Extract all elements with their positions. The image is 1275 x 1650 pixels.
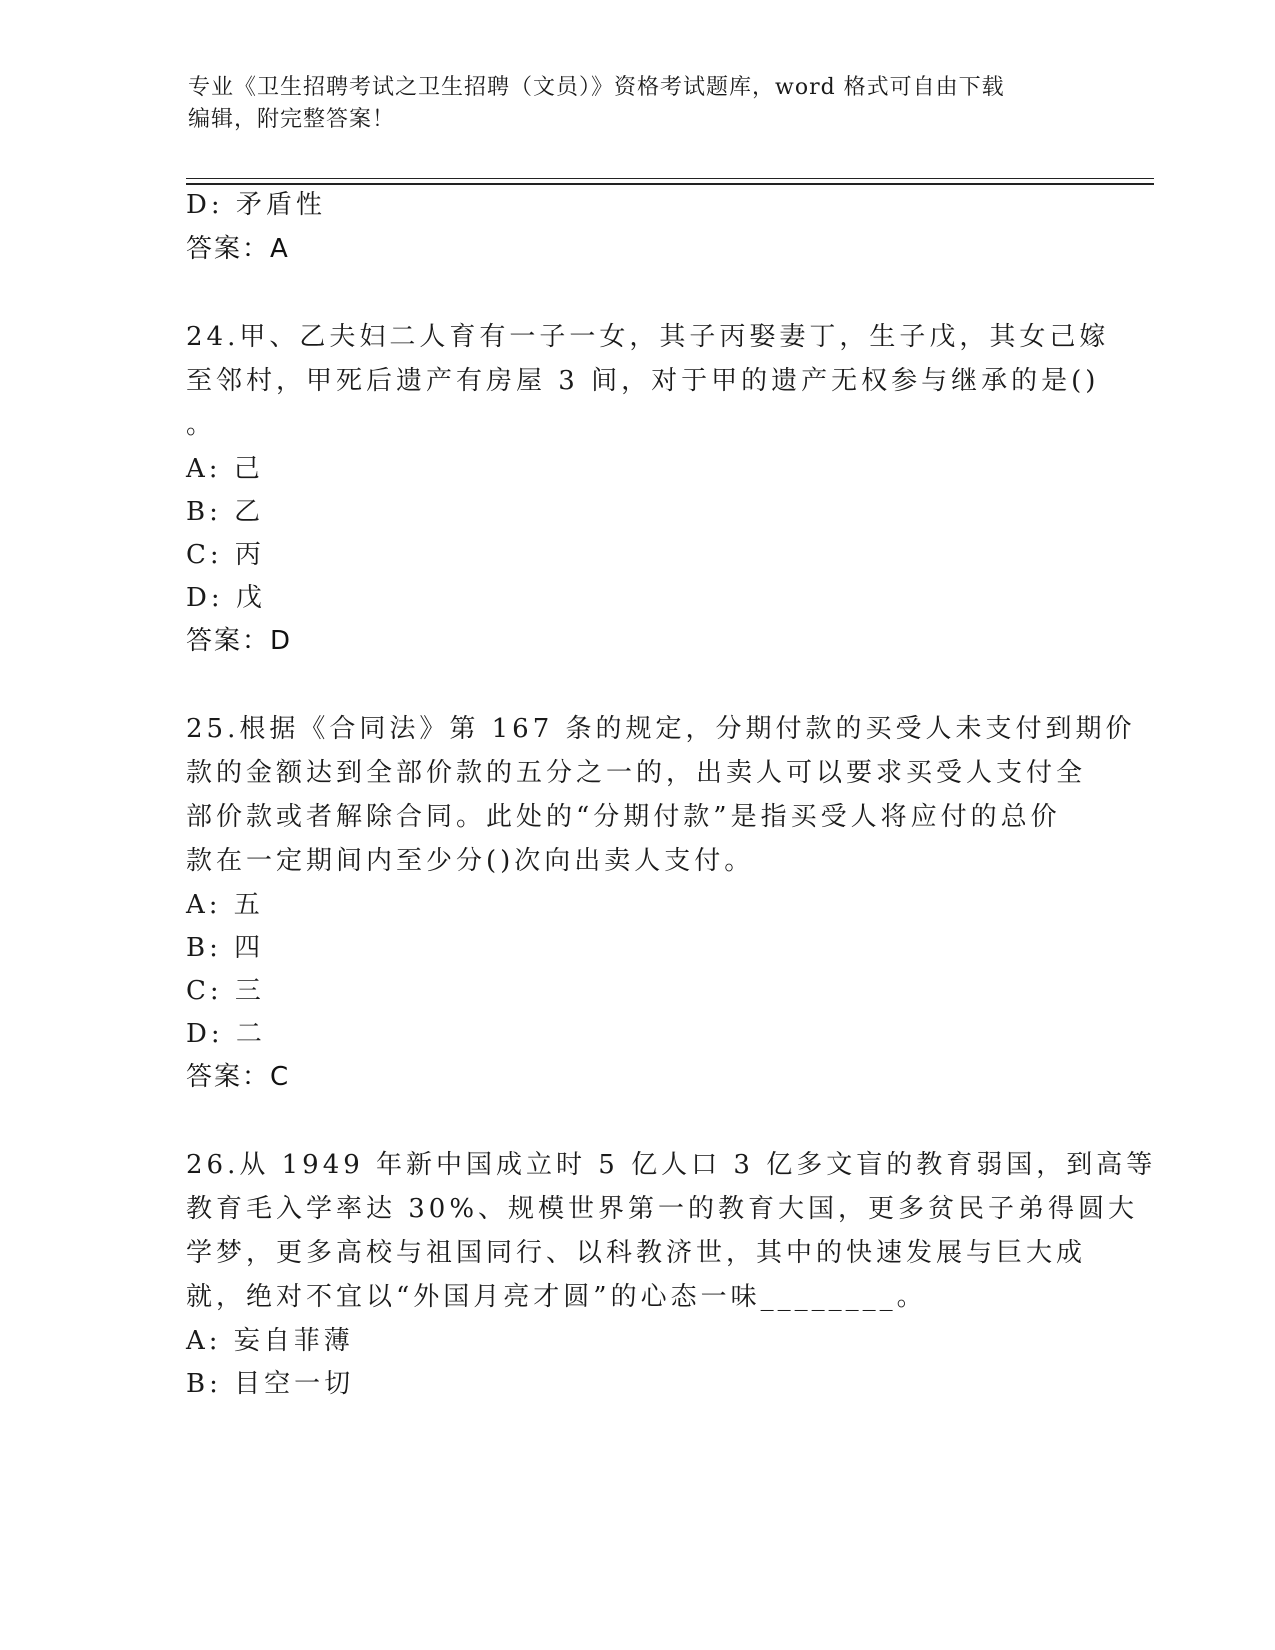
q25-stem-line-2: 款的金额达到全部价款的五分之一的，出卖人可以要求买受人支付全: [186, 758, 1087, 788]
q25-option-a: A: 五: [186, 890, 264, 920]
document-header: [188, 72, 1088, 136]
q24-stem-line-3: 。: [186, 410, 217, 440]
q25-option-c: C: 三: [186, 976, 265, 1006]
q26-stem-line-4: 就，绝对不宜以“外国月亮才圆”的心态一味________。: [186, 1282, 927, 1312]
q24-option-a: A: 己: [186, 454, 264, 484]
q24-option-d: D: 戊: [186, 583, 266, 613]
q24-answer: 答案：D: [186, 626, 293, 656]
header-divider-thin: [186, 178, 1154, 179]
q25-option-d: D: 二: [186, 1019, 266, 1049]
q24-option-c: C: 丙: [186, 540, 265, 570]
q26-option-a: A: 妄自菲薄: [186, 1326, 354, 1356]
q26-option-b: B: 目空一切: [186, 1369, 355, 1399]
q26-stem-line-1: 26.从 1949 年新中国成立时 5 亿人口 3 亿多文盲的教育弱国，到高等: [186, 1150, 1157, 1180]
q25-stem-line-4: 款在一定期间内至少分()次向出卖人支付。: [186, 846, 755, 876]
q24-option-b: B: 乙: [186, 497, 265, 527]
q25-stem-line-1: 25.根据《合同法》第 167 条的规定，分期付款的买受人未支付到期价: [186, 714, 1136, 744]
q25-answer: 答案：C: [186, 1062, 291, 1092]
q23-answer: 答案：A: [186, 234, 290, 264]
header-divider-thick: [186, 183, 1154, 185]
q26-stem-line-2: 教育毛入学率达 30%、规模世界第一的教育大国，更多贫民子弟得圆大: [186, 1194, 1139, 1224]
header-line-2: 编辑，附完整答案！: [188, 107, 396, 132]
q25-stem-line-3: 部价款或者解除合同。此处的“分期付款”是指买受人将应付的总价: [186, 802, 1061, 832]
q26-stem-line-3: 学梦，更多高校与祖国同行、以科教济世，其中的快速发展与巨大成: [186, 1238, 1087, 1268]
q24-stem-line-1: 24.甲、乙夫妇二人育有一子一女，其子丙娶妻丁，生子戊，其女己嫁: [186, 322, 1110, 352]
q24-stem-line-2: 至邻村，甲死后遗产有房屋 3 间，对于甲的遗产无权参与继承的是(): [186, 366, 1100, 396]
header-line-1: 专业《卫生招聘考试之卫生招聘（文员）》资格考试题库，word 格式可自由下载: [188, 75, 1005, 100]
q23-option-d: D: 矛盾性: [186, 190, 326, 220]
q25-option-b: B: 四: [186, 933, 265, 963]
